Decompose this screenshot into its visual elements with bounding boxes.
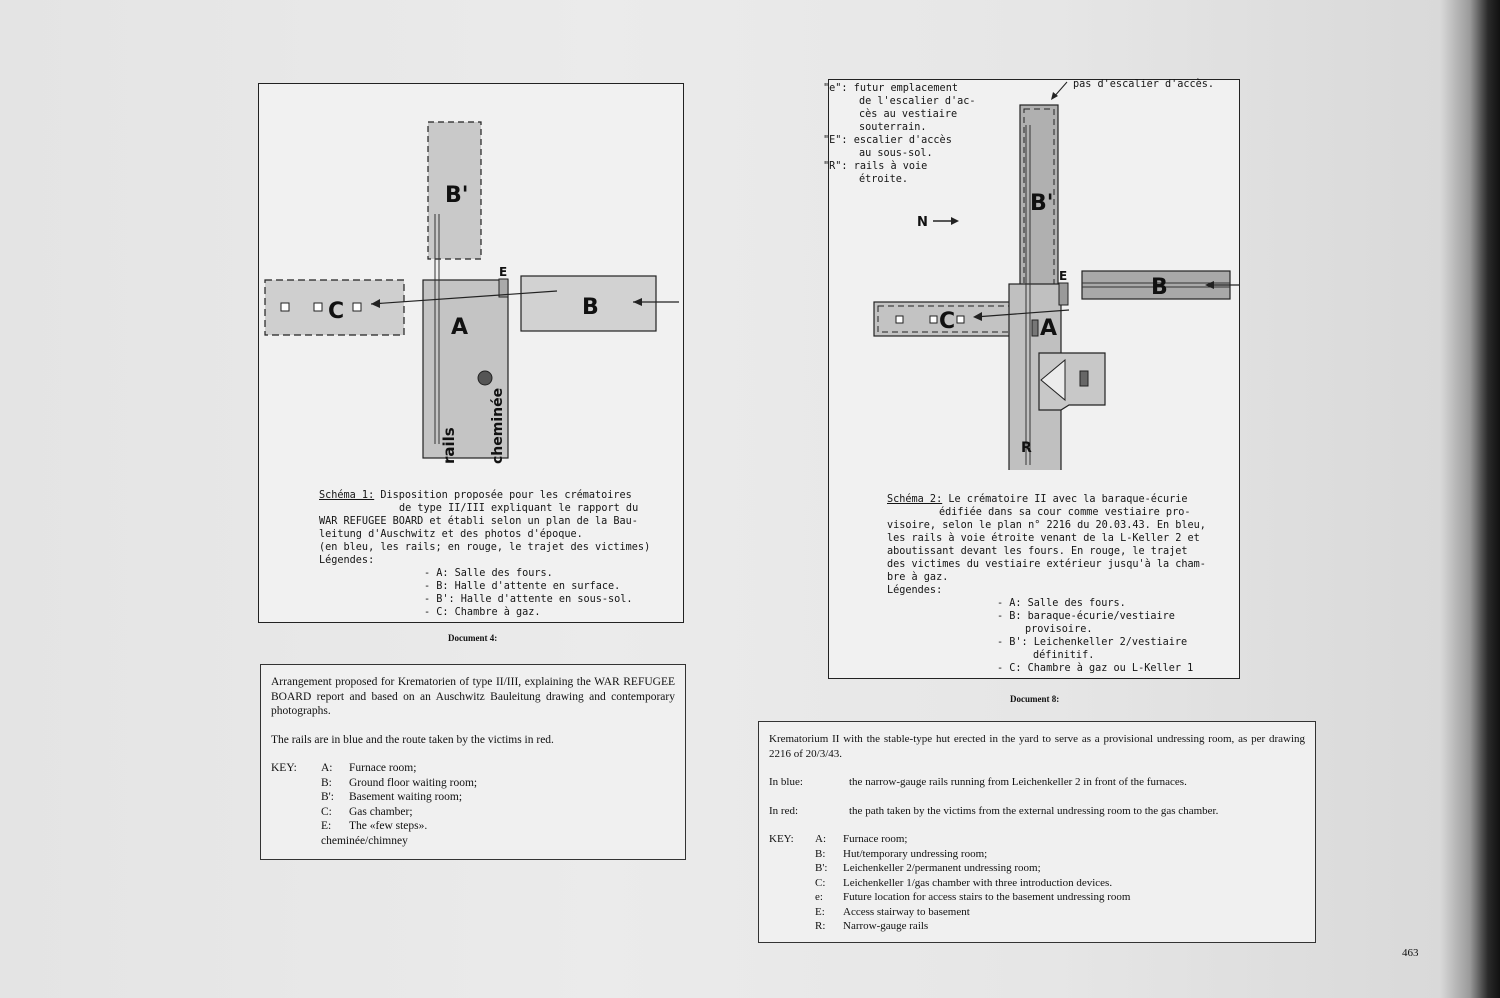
legend-item: - A: Salle des fours.	[997, 598, 1126, 609]
b-label: B	[582, 295, 599, 320]
c-label: C	[939, 309, 956, 334]
page-number: 463	[1402, 947, 1419, 959]
key-row: A: Furnace room;	[321, 762, 417, 774]
key-row: C: Gas chamber;	[321, 805, 413, 818]
e-label: E	[499, 265, 508, 279]
key-row: E: Access stairway to basement	[815, 905, 970, 918]
schema-1-title: Schéma 1:	[319, 490, 375, 501]
b-label: B	[1151, 275, 1168, 300]
key-row: B: Hut/temporary undressing room;	[815, 847, 988, 860]
document-4-caption: Arrangement proposed for Krematorien of type II/III, explaining the WAR REFUGEE BOARD report and based on an Auschwitz Bauleitung drawing and contemporary photographs. The rails are in blue and the route taken by the victims in red. KEY: A: Furnace room; B: Ground floor waiting room; B': Basement waiting room; C: Gas chamber; E: The «few steps». cheminée/chimney	[260, 664, 686, 860]
key-row: e: Future location for access stairs to the basement undressing room	[815, 891, 1131, 903]
schema-2-notes: "e": futur emplacement de l'escalier d'ac- cès au vestiaire souterrain. "E": escalier d'accès au sous-sol. "R": rails à voie étroite.	[823, 83, 976, 185]
cheminee-label: cheminée	[490, 387, 506, 464]
document-8-caption: Krematorium II with the stable-type hut erected in the yard to serve as a provisional undressing room, as per drawing 2216 of 20/3/43. In blue: the narrow-gauge rails running from Leichenkeller 2 in front of the furnaces. In red: the path taken by the victims from the external undressing room to the gas chamber. KEY: A: Furnace room; B: Hut/temporary undressing room; B': Leichenkeller 2/permanent undressing room; C: Leichenkeller 1/gas chamber with three introduction devices. e: Future location for access stairs to the basement undressing room E: Access stairway to basement R: Narrow-gauge rails	[758, 721, 1316, 943]
e-label: E	[1059, 269, 1068, 283]
key-row: B': Basement waiting room;	[321, 791, 463, 803]
north-label: N	[917, 215, 928, 230]
document-8-frame	[823, 79, 1240, 679]
key-row: A: Furnace room;	[815, 833, 908, 845]
c-label: C	[328, 299, 345, 324]
schema-1-text: Schéma 1: Disposition proposée pour les crématoires de type II/III expliquant le rapport du WAR REFUGEE BOARD et établi selon un plan de la Bau- leitung d'Auschwitz et des photos d'époque. (en bleu, les rails; en rouge, le trajet des victimes) Légendes: - A: Salle des fours. - B: Halle d'attente en surface. - B': Halle d'attente en sous-sol. - C: Chambre à gaz.	[319, 489, 679, 619]
schema-1-diagram	[259, 84, 685, 479]
a-label: A	[1040, 316, 1058, 341]
legend-item: - B: baraque-écurie/vestiaire	[997, 611, 1175, 622]
e-steps	[1059, 283, 1068, 305]
b-prime-label: B'	[1030, 191, 1054, 216]
document-4-frame	[258, 83, 684, 623]
schema-2-title: Schéma 2:	[887, 494, 943, 505]
schema-2-text: Schéma 2: Le crématoire II avec la baraque-écurie édifiée dans sa cour comme vestiaire pro- visoire, selon le plan n° 2216 du 20.03.43. En bleu, les rails à voie étroite venant de la L-Keller 2 et aboutissant devant les fours. En rouge, le trajet des victimes du vestiaire extérieur jusqu'à la cham- bre à gaz. Légendes: - A: Salle des fours. - B: baraque-écurie/vestiaire provisoire. - B': Leichenkeller 2/vestiaire définitif. - C: Chambre à gaz ou L-Keller 1	[887, 493, 1237, 675]
rails-label: rails	[440, 427, 458, 464]
key-row: C: Leichenkeller 1/gas chamber with three introduction devices.	[815, 876, 1113, 889]
legend-item: - B: Halle d'attente en surface.	[424, 581, 621, 592]
r-label: R	[1021, 440, 1032, 456]
document-8-label: Document 8:	[1010, 694, 1060, 704]
legend-item: définitif.	[1033, 650, 1095, 661]
a-label: A	[451, 315, 469, 340]
key-row: B': Leichenkeller 2/permanent undressing room;	[815, 862, 1041, 874]
key-row: E: The «few steps».	[321, 820, 428, 832]
legend-item: provisoire.	[1025, 624, 1093, 635]
legend-item: - B': Halle d'attente en sous-sol.	[424, 594, 633, 605]
key-row: R: Narrow-gauge rails	[815, 920, 929, 932]
chimney	[478, 371, 492, 385]
legend-item: - A: Salle des fours.	[424, 568, 553, 579]
legend-item: - B': Leichenkeller 2/vestiaire	[997, 637, 1188, 648]
key-row: B: Ground floor waiting room;	[321, 776, 478, 789]
b-prime-label: B'	[445, 183, 469, 208]
pas-escalier-note: pas d'escalier d'accès.	[1073, 79, 1215, 90]
document-4-label: Document 4:	[448, 633, 498, 643]
legend-item: - C: Chambre à gaz ou L-Keller 1	[997, 663, 1194, 674]
legend-item: - C: Chambre à gaz.	[424, 607, 541, 618]
